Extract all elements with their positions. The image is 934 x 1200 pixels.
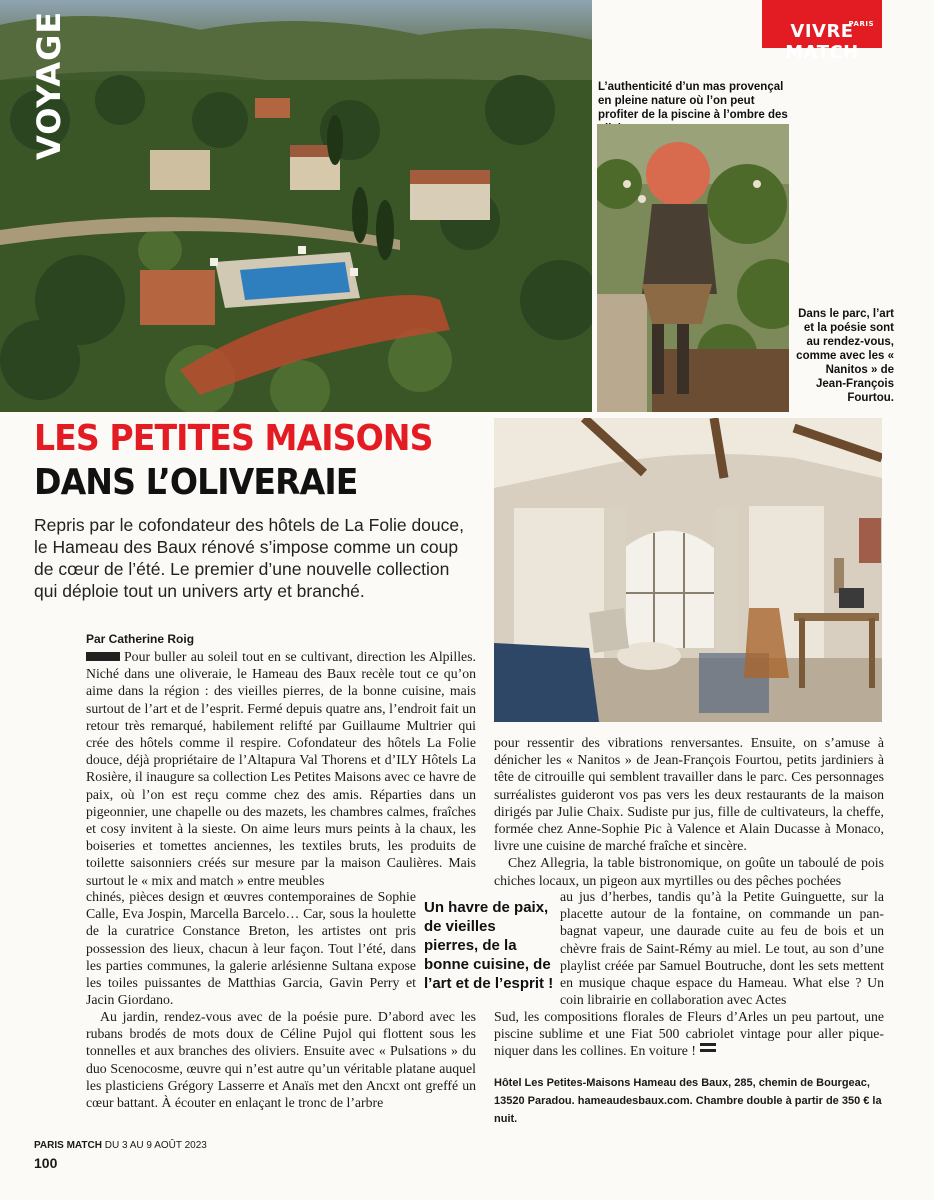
brand-tag xyxy=(762,0,882,63)
section-label: VOYAGE xyxy=(30,10,68,160)
brand-big: VIVRE MATCH xyxy=(785,21,859,63)
folio-dates: DU 3 AU 9 AOÛT 2023 xyxy=(101,1140,207,1151)
byline: Par Catherine Roig xyxy=(86,632,195,646)
body-paragraph-2: Au jardin, rendez-vous avec de la poésie pure. D’abord avec les rubans brodés de mots doux de Céline Pujol qui flottent sous les tonnelles et aux branches des oliviers. Ensuite avec « Pulsations » du duo Scenocosme, œuvre qui n’est autre qu’un véritable platane auquel les plasticiens Grégory Lasserre et Anaïs met den Ancxt ont greffé un cœur battant. À écouter en enlaçant le tronc de l’arbre xyxy=(86,1009,476,1111)
brand-small: PARIS xyxy=(848,20,874,28)
end-mark xyxy=(700,1043,716,1052)
practical-info xyxy=(494,1074,894,1128)
headline-line-1: LES PETITES MAISONS xyxy=(34,418,433,459)
headline-line-2: DANS L’OLIVERAIE xyxy=(34,462,358,503)
body-column-2-bottom xyxy=(494,1008,884,1060)
standfirst: Repris par le cofondateur des hôtels de La Folie douce, le Hameau des Baux rénové s’impose comme un coup de cœur de l’été. Le premier d’une nouvelle collection qui déploie tout un univers arty et branché. xyxy=(34,515,464,601)
folio-issue xyxy=(34,1140,207,1151)
body-column-2-top xyxy=(494,734,884,889)
nanito-photo xyxy=(597,124,789,412)
body-paragraph-4a: Chez Allegria, la table bistronomique, on goûte un taboulé de pois chiches locaux, un pigeon aux myrtilles ou des pêches pochées xyxy=(494,855,884,888)
bedroom-photo xyxy=(494,418,882,722)
body-paragraph-3: pour ressentir des vibrations renversantes. Ensuite, on s’amuse à dénicher les « Nanitos » de Jean-François Fourtou, petits jardiniers à tête de citrouille qui semblent travailler dans le parc. Ces personnages surréalistes guideront vos pas vers les deux restaurants de la maison dirigés par Julie Chaix. Sudiste pur jus, fille de cultivateurs, la cheffe, formée chez Anne-Sophie Pic à Valence et Alain Ducasse à Monaco, livre une cuisine de marché fraîche et sincère. xyxy=(494,735,884,854)
page-number: 100 xyxy=(34,1155,58,1171)
aerial-photo xyxy=(0,0,592,412)
body-paragraph-4c: Sud, les compositions florales de Fleurs d’Arles un peu partout, une piscine sublime et une Fiat 500 cabriolet vintage pour aller pique-niquer dans les collines. En voiture ! xyxy=(494,1009,884,1059)
body-paragraph-4b: au jus d’herbes, tandis qu’à la Petite Guinguette, sur la placette autour de la fontaine, on commande un pan-bagnat vapeur, une daurade cuite au feu de bois et un chèvre frais de Saint-Rémy au miel. Le tout, au son d’une playlist créée par Samuel Boutruche, dont les sets mettent en musique chaque espace du Hameau. What else ? Un coin librairie en collaboration avec Actes xyxy=(560,889,884,1008)
pull-quote: Un havre de paix, de vieilles pierres, de la bonne cuisine, de l’art et de l’esprit ! xyxy=(424,899,554,992)
body-column-1-middle xyxy=(86,888,416,1008)
practical-info-line-1: Hôtel Les Petites-Maisons Hameau des Baux, 285, chemin de Bourgeac, xyxy=(494,1077,870,1089)
folio-magazine: PARIS MATCH xyxy=(34,1140,102,1151)
caption-top-right: L’authenticité d’un mas provençal en pleine nature où l’on peut profiter de la piscine à l’ombre des xyxy=(598,81,788,121)
body-column-1-bottom xyxy=(86,1008,476,1111)
body-paragraph-1: Pour buller au soleil tout en se cultivant, direction les Alpilles. Niché dans une oliveraie, le Hameau des Baux recèle tout ce qu’on aime dans la région : des vieilles pierres, de la bonne cuisine, mais surtout de l’art et de l’esprit. Fermé depuis quatre ans, l’endroit fait un retour très remarqué, habilement relifté par Guillaume Multrier qui crée des hôtels comme il respire. Cofondateur des hôtels La Folie douce, déjà propriétaire de l’Altapura Val Thorens et d’ILY Hôtels La Rosière, il inaugure sa collection Les Petites Maisons avec ce havre de paix, où l’on est reçu comme chez des amis. Réparties dans un pigeonnier, une chapelle ou des mazets, les chambres calmes, fraîches et cosy invitent à la sieste. On aime leurs murs peints à la chaux, les boiseries et tomettes anciennes, les textiles bruts, les produits de toilette saisonniers créés sur mesure par la maison Caulières. Mais surtout le « mix and match » entre meubles xyxy=(86,649,477,888)
lead-in-bar xyxy=(86,652,120,661)
caption-park: Dans le parc, l’art et la poésie sont au rendez-vous, comme avec les « Nanitos » de Jean-François Fourtou. xyxy=(796,308,894,404)
body-column-1-top xyxy=(86,648,476,889)
body-column-2-middle xyxy=(560,888,884,1008)
practical-info-line-2: 13520 Paradou. hameaudesbaux.com. Chambre double à partir de 350 € la nuit. xyxy=(494,1095,882,1125)
body-paragraph-1-continued: chinés, pièces design et œuvres contemporaines de Sophie Calle, Eva Jospin, Marcella Barcelo… Car, sous la houlette de la curatrice Constance Breton, les artistes ont pris possession des lieux, chacun à leur façon. Tout l’été, dans les parties communes, la galerie arlésienne Sultana expose les toiles puissantes de Matthias Garcia, Gavin Perry et Jacin Giordano. xyxy=(86,889,416,1008)
